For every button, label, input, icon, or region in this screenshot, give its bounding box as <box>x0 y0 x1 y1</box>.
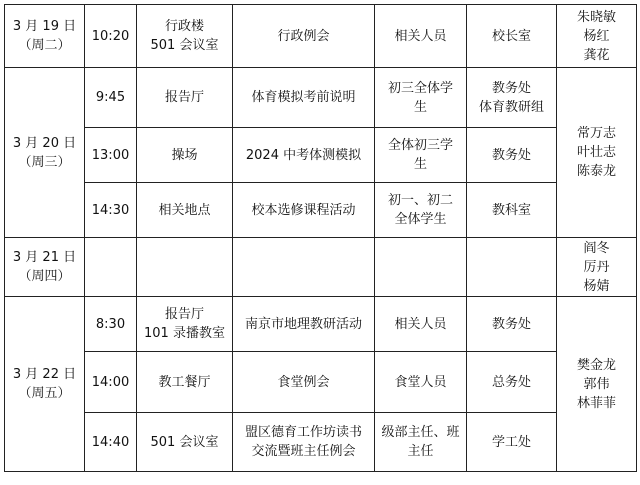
event-text: 校本选修课程活动 <box>251 202 356 218</box>
place-text: 501 会议室 <box>150 434 219 450</box>
time-cell <box>85 352 137 413</box>
people-cell <box>375 352 467 413</box>
people-text: 相关人员 <box>394 316 447 332</box>
dept-text: 教务处 <box>491 316 531 332</box>
dept-cell <box>467 238 557 297</box>
dept-cell <box>467 5 557 68</box>
dept-cell <box>467 68 557 128</box>
time-text: 13:00 <box>91 147 130 163</box>
event-text: 行政例会 <box>277 28 330 44</box>
event-cell <box>233 128 375 183</box>
duty-cell <box>557 297 637 472</box>
people-cell <box>375 238 467 297</box>
time-text: 14:40 <box>91 434 130 450</box>
place-cell <box>137 238 233 297</box>
date-cell <box>5 297 85 472</box>
event-text: 食堂例会 <box>277 374 330 390</box>
duty-cell <box>557 5 637 68</box>
event-text: 盟区德育工作坊读书 交流暨班主任例会 <box>244 425 362 459</box>
people-cell <box>375 413 467 472</box>
dept-cell <box>467 413 557 472</box>
duty-text: 常万志 叶壮志 陈泰龙 <box>576 126 616 179</box>
dept-cell <box>467 297 557 352</box>
event-cell <box>233 68 375 128</box>
event-cell <box>233 5 375 68</box>
table-row <box>5 5 637 68</box>
people-cell <box>375 5 467 68</box>
time-cell <box>85 183 137 238</box>
date-cell <box>5 5 85 68</box>
table-row <box>5 297 637 352</box>
dept-cell <box>467 352 557 413</box>
people-cell <box>375 183 467 238</box>
dept-text: 教务处 体育教研组 <box>478 80 544 115</box>
time-text: 8:30 <box>95 316 126 332</box>
table-row <box>5 128 637 183</box>
place-text: 行政楼 501 会议室 <box>150 19 219 53</box>
table-row <box>5 238 637 297</box>
event-cell <box>233 297 375 352</box>
time-text: 10:20 <box>91 28 130 44</box>
date-cell <box>5 68 85 238</box>
time-cell <box>85 413 137 472</box>
place-cell <box>137 413 233 472</box>
table-row <box>5 352 637 413</box>
people-text: 级部主任、班 主任 <box>381 425 460 459</box>
date-text: 3 月 22 日 （周五） <box>12 367 77 401</box>
duty-cell <box>557 68 637 238</box>
place-cell <box>137 128 233 183</box>
event-cell <box>233 183 375 238</box>
dept-text: 教务处 <box>491 147 531 163</box>
people-text: 相关人员 <box>394 28 447 44</box>
event-cell <box>233 413 375 472</box>
dept-text: 学工处 <box>491 434 531 450</box>
people-text: 全体初三学 生 <box>387 138 453 172</box>
event-text: 2024 中考体测模拟 <box>245 147 362 163</box>
event-text: 体育模拟考前说明 <box>251 90 356 105</box>
people-cell <box>375 297 467 352</box>
dept-text: 教科室 <box>491 202 531 218</box>
date-cell <box>5 238 85 297</box>
people-text: 食堂人员 <box>394 374 447 390</box>
dept-text: 校长室 <box>491 28 531 44</box>
duty-text: 朱晓敏 杨红 龚花 <box>576 9 616 63</box>
people-text: 初三全体学 生 <box>387 80 453 115</box>
place-text: 相关地点 <box>158 202 211 218</box>
date-text: 3 月 21 日 （周四） <box>12 250 77 284</box>
place-cell <box>137 183 233 238</box>
place-cell <box>137 68 233 128</box>
place-text: 报告厅 <box>164 90 204 105</box>
place-text: 操场 <box>171 147 198 163</box>
place-cell <box>137 352 233 413</box>
date-text: 3 月 19 日 （周二） <box>12 19 77 53</box>
time-cell <box>85 128 137 183</box>
place-text: 报告厅 101 录播教室 <box>144 307 225 341</box>
date-text: 3 月 20 日 （周三） <box>12 135 77 170</box>
people-text: 初一、初二 全体学生 <box>387 193 453 227</box>
table-row <box>5 183 637 238</box>
time-text: 14:00 <box>91 374 130 390</box>
place-cell <box>137 5 233 68</box>
table-row <box>5 68 637 128</box>
event-cell <box>233 238 375 297</box>
duty-text: 阎冬 厉丹 杨婧 <box>583 240 610 294</box>
duty-text: 樊金龙 郭伟 林菲菲 <box>576 357 616 411</box>
event-cell <box>233 352 375 413</box>
people-cell <box>375 68 467 128</box>
people-cell <box>375 128 467 183</box>
time-text: 14:30 <box>91 202 130 218</box>
duty-cell <box>557 238 637 297</box>
dept-cell <box>467 128 557 183</box>
place-text: 教工餐厅 <box>158 374 211 390</box>
time-text: 9:45 <box>95 90 126 105</box>
dept-cell <box>467 183 557 238</box>
dept-text: 总务处 <box>491 374 531 390</box>
time-cell <box>85 238 137 297</box>
event-text: 南京市地理教研活动 <box>244 316 362 332</box>
time-cell <box>85 297 137 352</box>
table-row <box>5 413 637 472</box>
place-cell <box>137 297 233 352</box>
time-cell <box>85 5 137 68</box>
time-cell <box>85 68 137 128</box>
schedule-table <box>4 4 637 472</box>
